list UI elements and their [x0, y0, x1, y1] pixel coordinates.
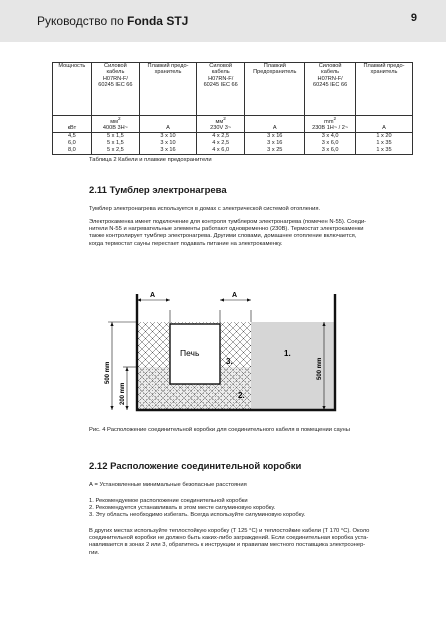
header-cell: Силовой кабель H07RN-F/ 60245 IEC 66 [305, 63, 356, 116]
table-cell: 3 x 16 [245, 140, 305, 147]
table-cell: 3 x 10 [140, 140, 197, 147]
table-cell: 1 x 35 [355, 147, 412, 155]
zone-1-label: 1. [284, 349, 291, 358]
table-cell: 8,0 [53, 147, 92, 155]
list-item: 3. Эту область необходимо избегать. Всегда используйте силуминовую коробку. [89, 512, 306, 519]
table-cell: 5 x 1,5 [91, 140, 139, 147]
page-header [0, 0, 446, 42]
header-cell: Силовой кабель H07RN-F/ 60245 IEC 66 [197, 63, 245, 116]
title-prefix: Руководство по [37, 14, 124, 28]
label-a-left: A [150, 292, 156, 299]
label-a-right: A [232, 292, 238, 299]
cables-table [52, 62, 413, 155]
figure-caption: Рис. 4 Расположение соединительной коробки для соединительного кабеля в помещении сауны [89, 427, 350, 433]
unit-cell: $мм^2$ 400В 3Н~ [91, 116, 139, 133]
table-caption: Таблица 2 Кабели и плавкие предохранители [89, 157, 212, 163]
section-2-12-title: 2.12 Расположение соединительной коробки [89, 461, 302, 472]
page-number: 9 [410, 12, 417, 24]
dim-200: 200 mm [120, 382, 126, 405]
dim-500-right: 500 mm [317, 357, 323, 380]
table-cell: 5 x 1,5 [91, 132, 139, 140]
header-cell: Силовой кабель H07RN-F/ 60245 IEC 66 [91, 63, 139, 116]
unit-cell: А [140, 116, 197, 133]
title-brand: Fonda STJ [126, 14, 189, 28]
table-cell: 5 x 2,5 [91, 147, 139, 155]
table-cell: 3 x 16 [140, 147, 197, 155]
table-cell: 3 x 16 [245, 132, 305, 140]
section-2-12-paragraph: В других местах используйте теплостойкую коробку (T 125 °C) и теплостойкие кабели (T 170 °C). Около соединительной коробки не должно быть каких-либо заграждений. Если соединительная коробка уста- навливается в зонах 2 или 3, обратитесь к инструкции и правилам местного поставщика электроэнер- гии. [89, 528, 370, 556]
unit-cell: А [245, 116, 305, 133]
table-cell: 6,0 [53, 140, 92, 147]
table-cell: 4 x 2,5 [197, 140, 245, 147]
unit-cell: $mm^2$ 230В 1Н~ / 2~ [305, 116, 356, 133]
header-cell: Плавкий предо- хранитель [140, 63, 197, 116]
header-cell: Плавкий предо- хранитель [355, 63, 412, 116]
section-2-11-title: 2.11 Тумблер электронагрева [89, 185, 227, 196]
unit-cell: А [355, 116, 412, 133]
table-row [53, 132, 413, 140]
table-cell: 3 x 6,0 [305, 140, 356, 147]
header-cell: Мощность [53, 63, 92, 116]
dim-500-left: 500 mm [105, 361, 111, 384]
section-2-11-p1: Тумблер электронагрева используется в домах с электрической системой отопления. [89, 206, 321, 212]
header-cell: Плавкий Предохранитель [245, 63, 305, 116]
table-header-row [53, 63, 413, 116]
list-item: 1. Рекомендуемое расположение соединительной коробки [89, 498, 248, 504]
zone-3-label: 3. [226, 357, 233, 366]
table-cell: 4 x 6,0 [197, 147, 245, 155]
table-unit-row [53, 116, 413, 133]
section-2-11-p2: Электрокаменка имеет подключение для контроля тумблером электронагрева (помечен N-55). Соеди- нители N-55 и нагревательные элементы работают одновременно (230В). Термостат электрокаменки также контролирует тумблер электронагрева. Другими словами, домашнее отопление включается, когда термостат сауны перестает подавать питание на электрокаменку. [89, 219, 367, 247]
unit-cell: $мм^2$ 230V 3~ [197, 116, 245, 133]
section-2-12-intro: А = Установленные минимальные безопасные расстояния [89, 482, 247, 488]
table-cell: 3 x 6,0 [305, 147, 356, 155]
list-item: 2. Рекомендуется устанавливать в этом месте силуминовую коробку. [89, 505, 276, 512]
heater-label: Печь [180, 348, 200, 358]
table-cell: 3 x 10 [140, 132, 197, 140]
junction-box-diagram [100, 272, 362, 420]
table-row [53, 140, 413, 147]
table-cell: 1 x 20 [355, 132, 412, 140]
table-cell: 3 x 25 [245, 147, 305, 155]
zone-2-label: 2. [238, 391, 245, 400]
unit-cell: кВт [53, 116, 92, 133]
table-cell: 3 x 4,0 [305, 132, 356, 140]
document-title [37, 14, 188, 28]
table-row [53, 147, 413, 155]
section-2-12-list [89, 498, 419, 520]
table-cell: 4,5 [53, 132, 92, 140]
table-cell: 1 x 35 [355, 140, 412, 147]
table-cell: 4 x 2,5 [197, 132, 245, 140]
